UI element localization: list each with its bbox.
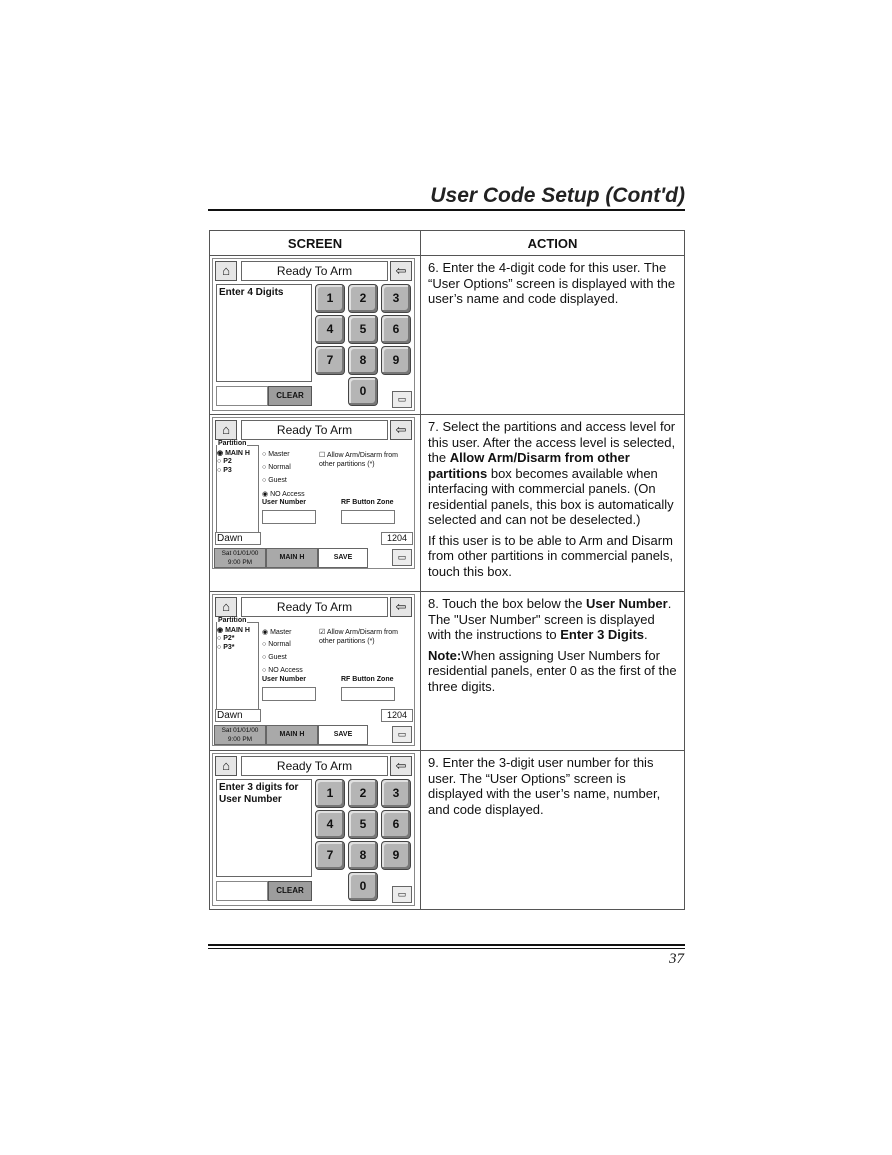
back-arrow-icon[interactable]: ⇦ bbox=[390, 261, 412, 281]
user-number-field[interactable] bbox=[262, 510, 316, 524]
back-arrow-icon[interactable]: ⇦ bbox=[390, 420, 412, 440]
key-9[interactable]: 9 bbox=[381, 346, 411, 375]
key-6[interactable]: 6 bbox=[381, 315, 411, 344]
rf-button-zone-label: RF Button Zone bbox=[341, 499, 394, 506]
key-3[interactable]: 3 bbox=[381, 779, 411, 808]
screen-column-header: SCREEN bbox=[210, 231, 421, 256]
save-button[interactable]: SAVE bbox=[318, 548, 368, 568]
page-title: User Code Setup (Cont'd) bbox=[430, 184, 685, 207]
key-5[interactable]: 5 bbox=[348, 315, 378, 344]
key-0[interactable]: 0 bbox=[348, 872, 378, 901]
home-icon[interactable]: ⌂ bbox=[215, 756, 237, 776]
back-arrow-icon[interactable]: ⇦ bbox=[390, 597, 412, 617]
allow-arm-checkbox[interactable]: ☑ Allow Arm/Disarm from other partitions (*) bbox=[319, 629, 399, 645]
action-text-bold: User Number bbox=[586, 596, 668, 611]
action-paragraph bbox=[428, 755, 677, 817]
key-9[interactable]: 9 bbox=[381, 841, 411, 870]
key-0[interactable]: 0 bbox=[348, 377, 378, 406]
action-text: If this user is to be able to Arm and Disarm from other partitions in commercial panels, touch this box. bbox=[428, 532, 673, 579]
key-8[interactable]: 8 bbox=[348, 346, 378, 375]
screen-cell bbox=[210, 415, 421, 592]
action-paragraph bbox=[428, 533, 677, 580]
entry-display: Enter 3 digits for User Number bbox=[216, 779, 312, 877]
access-radio-master[interactable]: ◉ Master bbox=[262, 629, 292, 636]
instruction-table bbox=[209, 230, 685, 910]
action-cell bbox=[421, 415, 685, 592]
user-name-field[interactable]: Dawn bbox=[215, 709, 261, 722]
access-radio-master[interactable]: ○ Master bbox=[262, 451, 290, 458]
rf-button-zone-field[interactable] bbox=[341, 687, 395, 701]
action-paragraph bbox=[428, 596, 677, 643]
page-icon[interactable]: ▭ bbox=[392, 549, 412, 566]
home-icon[interactable]: ⌂ bbox=[215, 597, 237, 617]
action-cell bbox=[421, 751, 685, 910]
footer-rule bbox=[208, 948, 685, 949]
user-name-field[interactable]: Dawn bbox=[215, 532, 261, 545]
action-paragraph bbox=[428, 648, 677, 695]
access-radio-normal[interactable]: ○ Normal bbox=[262, 641, 291, 648]
clear-field bbox=[216, 881, 268, 901]
date-time-display: Sat 01/01/00 9:00 PM bbox=[214, 725, 266, 745]
key-5[interactable]: 5 bbox=[348, 810, 378, 839]
key-3[interactable]: 3 bbox=[381, 284, 411, 313]
key-7[interactable]: 7 bbox=[315, 346, 345, 375]
key-2[interactable]: 2 bbox=[348, 779, 378, 808]
clear-button[interactable]: CLEAR bbox=[268, 386, 312, 406]
entry-display: Enter 4 Digits bbox=[216, 284, 312, 382]
action-text-bold: Allow Arm/Disarm from other partitions bbox=[428, 450, 630, 481]
home-icon[interactable]: ⌂ bbox=[215, 420, 237, 440]
keypad-screen bbox=[212, 258, 415, 411]
action-text: 8. Touch the box below the bbox=[428, 596, 587, 611]
status-title: Ready To Arm bbox=[241, 420, 388, 440]
access-radio-no-access[interactable]: ◉ NO Access bbox=[262, 491, 305, 498]
page-number: 37 bbox=[669, 951, 684, 967]
partition-radio-p3[interactable]: ○ P3* bbox=[217, 644, 235, 651]
access-radio-guest[interactable]: ○ Guest bbox=[262, 654, 287, 661]
action-paragraph bbox=[428, 419, 677, 528]
action-text: 6. Enter the 4-digit code for this user. The “User Options” screen is displayed with the user’s name and code displayed. bbox=[428, 260, 676, 306]
back-arrow-icon[interactable]: ⇦ bbox=[390, 756, 412, 776]
partition-label: Partition bbox=[218, 440, 247, 447]
save-button[interactable]: SAVE bbox=[318, 725, 368, 745]
user-code-field[interactable]: 1204 bbox=[381, 532, 413, 545]
action-text-bold: Enter 3 Digits bbox=[560, 627, 645, 642]
home-icon[interactable]: ⌂ bbox=[215, 261, 237, 281]
partition-radio-p3[interactable]: ○ P3 bbox=[217, 467, 232, 474]
page-icon[interactable]: ▭ bbox=[392, 726, 412, 743]
partition-label: Partition bbox=[218, 617, 247, 624]
key-6[interactable]: 6 bbox=[381, 810, 411, 839]
key-1[interactable]: 1 bbox=[315, 284, 345, 313]
status-title: Ready To Arm bbox=[241, 756, 388, 776]
status-title: Ready To Arm bbox=[241, 261, 388, 281]
rf-button-zone-field[interactable] bbox=[341, 510, 395, 524]
user-number-field[interactable] bbox=[262, 687, 316, 701]
key-4[interactable]: 4 bbox=[315, 810, 345, 839]
page-icon[interactable]: ▭ bbox=[392, 391, 412, 408]
clear-field bbox=[216, 386, 268, 406]
screen-cell bbox=[210, 751, 421, 910]
user-options-screen bbox=[212, 594, 415, 746]
access-radio-guest[interactable]: ○ Guest bbox=[262, 477, 287, 484]
rf-button-zone-label: RF Button Zone bbox=[341, 676, 394, 683]
screen-cell bbox=[210, 592, 421, 751]
action-text: . bbox=[644, 627, 648, 642]
key-4[interactable]: 4 bbox=[315, 315, 345, 344]
screen-cell bbox=[210, 256, 421, 415]
action-text: 7. Select the partitions and access level for this user. After the access level is selected, the bbox=[428, 419, 676, 465]
partition-button[interactable]: MAIN H bbox=[266, 725, 318, 745]
key-2[interactable]: 2 bbox=[348, 284, 378, 313]
allow-arm-checkbox[interactable]: ☐ Allow Arm/Disarm from other partitions (*) bbox=[319, 452, 399, 468]
user-number-label: User Number bbox=[262, 676, 306, 683]
user-options-screen bbox=[212, 417, 415, 569]
partition-radio-p2[interactable]: ○ P2 bbox=[217, 458, 232, 465]
title-rule bbox=[208, 209, 685, 211]
clear-button[interactable]: CLEAR bbox=[268, 881, 312, 901]
action-column-header: ACTION bbox=[421, 231, 685, 256]
action-cell bbox=[421, 256, 685, 415]
access-radio-no-access[interactable]: ○ NO Access bbox=[262, 667, 303, 674]
action-text: When assigning User Numbers for residential panels, enter 0 as the first of the three digits. bbox=[428, 647, 677, 694]
status-title: Ready To Arm bbox=[241, 597, 388, 617]
action-text: 9. Enter the 3-digit user number for this user. The “User Options” screen is displayed with the user’s name, number, and code displayed. bbox=[428, 755, 661, 817]
page-icon[interactable]: ▭ bbox=[392, 886, 412, 903]
user-number-label: User Number bbox=[262, 499, 306, 506]
action-text: box becomes available when interfacing with commercial panels. (On residential panels, this box is automatically selected and can not be deselected.) bbox=[428, 465, 674, 527]
action-cell bbox=[421, 592, 685, 751]
key-8[interactable]: 8 bbox=[348, 841, 378, 870]
action-text: . The "User Number" screen is displayed with the instructions to bbox=[428, 596, 672, 642]
note-label: Note: bbox=[428, 647, 462, 663]
access-radio-normal[interactable]: ○ Normal bbox=[262, 464, 291, 471]
action-paragraph bbox=[428, 260, 677, 307]
partition-radio-main[interactable]: ◉ MAIN H bbox=[217, 627, 250, 634]
date-time-display: Sat 01/01/00 9:00 PM bbox=[214, 548, 266, 568]
user-code-field[interactable]: 1204 bbox=[381, 709, 413, 722]
keypad-screen bbox=[212, 753, 415, 906]
key-7[interactable]: 7 bbox=[315, 841, 345, 870]
partition-radio-p2[interactable]: ○ P2* bbox=[217, 635, 235, 642]
partition-radio-main[interactable]: ◉ MAIN H bbox=[217, 450, 250, 457]
footer-rule bbox=[208, 944, 685, 946]
partition-button[interactable]: MAIN H bbox=[266, 548, 318, 568]
key-1[interactable]: 1 bbox=[315, 779, 345, 808]
